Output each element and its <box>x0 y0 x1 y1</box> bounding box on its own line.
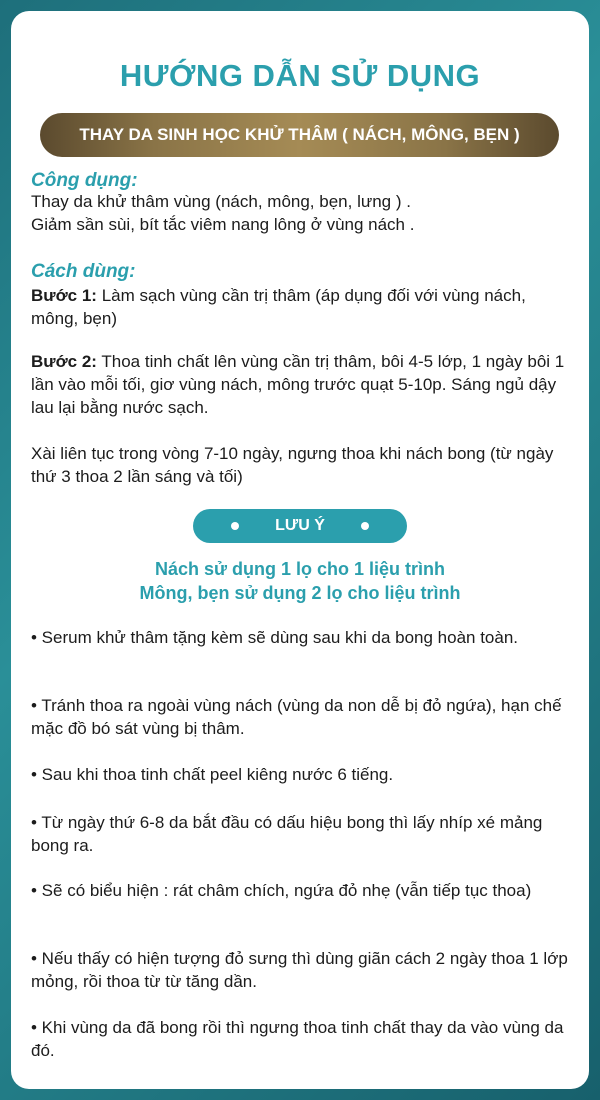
uses-heading: Công dụng: <box>31 170 138 191</box>
bullet-dot-icon <box>361 522 369 530</box>
product-banner <box>40 113 559 157</box>
note-bullet: • Tránh thoa ra ngoài vùng nách (vùng da non dễ bị đỏ ngứa), hạn chế mặc đồ bó sát vùng bị thâm. <box>31 696 562 738</box>
page-title: HƯỚNG DẪN SỬ DỤNG <box>119 58 481 93</box>
note-bullet: • Sau khi thoa tinh chất peel kiêng nước 6 tiếng. <box>31 765 394 784</box>
usage-heading: Cách dùng: <box>31 261 136 282</box>
uses-text <box>31 190 576 236</box>
bullet-dot-icon <box>231 522 239 530</box>
step-2-text: Thoa tinh chất lên vùng cần trị thâm, bôi 4-5 lớp, 1 ngày bôi 1 lần vào mỗi tối, giơ vùng nách, mông trước quạt 5-10p. Sáng ngủ dậy lau lại bằng nước sạch. <box>31 352 565 417</box>
note-highlight-1: Nách sử dụng 1 lọ cho 1 liệu trình <box>154 559 446 579</box>
step-2 <box>31 350 576 419</box>
note-bullet: • Nếu thấy có hiện tượng đỏ sưng thì dùng giãn cách 2 ngày thoa 1 lớp mỏng, rồi thoa từ từ tăng dần. <box>31 949 568 991</box>
note-bullet: • Serum khử thâm tặng kèm sẽ dùng sau khi da bong hoàn toàn. <box>31 628 519 647</box>
uses-line-1: Thay da khử thâm vùng (nách, mông, bẹn, lưng ) . <box>31 192 411 211</box>
uses-line-2: Giảm sần sùi, bít tắc viêm nang lông ở vùng nách . <box>31 215 415 234</box>
product-banner-text: THAY DA SINH HỌC KHỬ THÂM ( NÁCH, MÔNG, BẸN ) <box>79 125 520 144</box>
note-badge <box>193 509 407 543</box>
note-bullet: • Khi vùng da đã bong rồi thì ngưng thoa tinh chất thay da vào vùng da đó. <box>31 1018 564 1060</box>
step-1-text: Làm sạch vùng cần trị thâm (áp dụng đối với vùng nách, mông, bẹn) <box>31 286 526 328</box>
continuous-use-text: Xài liên tục trong vòng 7-10 ngày, ngưng thoa khi nách bong (từ ngày thứ 3 thoa 2 lần sáng và tối) <box>31 444 554 486</box>
note-highlight-2: Mông, bẹn sử dụng 2 lọ cho liệu trình <box>139 583 461 603</box>
step-1-label: Bước 1: <box>31 286 97 305</box>
note-label: LƯU Ý <box>275 517 325 534</box>
note-bullet: • Từ ngày thứ 6-8 da bắt đầu có dấu hiệu bong thì lấy nhíp xé mảng bong ra. <box>31 813 543 855</box>
step-2-label: Bước 2: <box>31 352 97 371</box>
note-bullet: • Sẽ có biểu hiện : rát châm chích, ngứa đỏ nhẹ (vẫn tiếp tục thoa) <box>31 881 532 900</box>
step-1 <box>31 284 576 330</box>
